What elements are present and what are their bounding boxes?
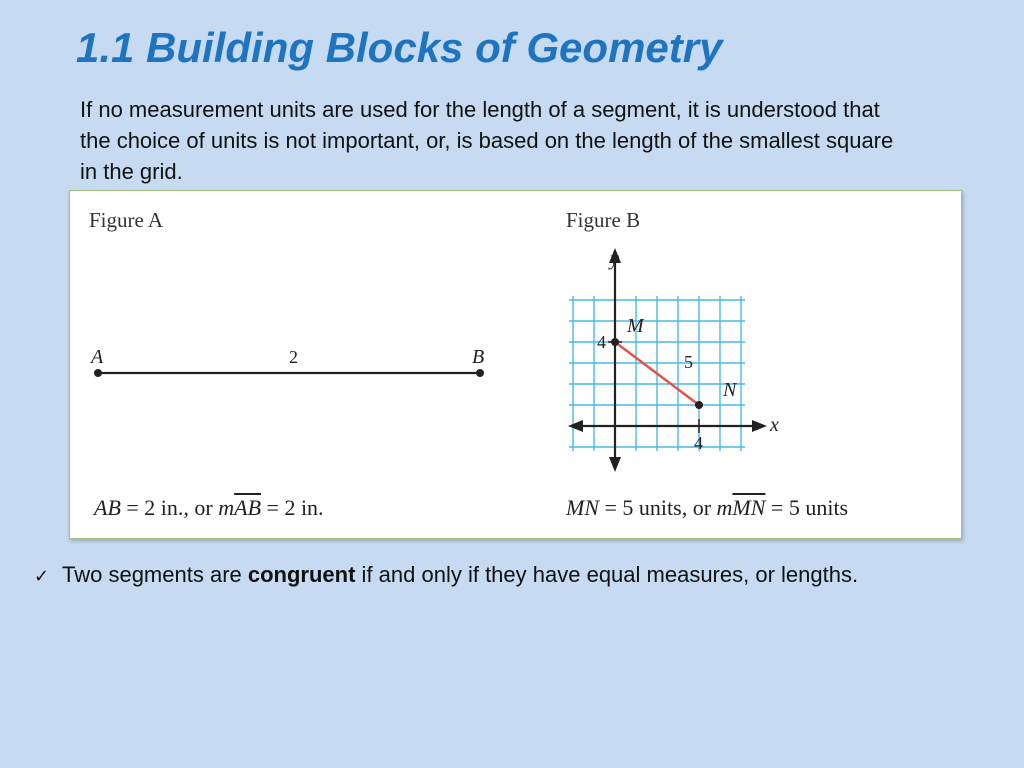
x-axis-arrow-left [568, 420, 583, 432]
y-axis-label: y [610, 248, 619, 270]
x-tick-label-4: 4 [694, 433, 703, 453]
eq-a-end: = 2 in. [261, 495, 324, 520]
point-n-label: N [723, 379, 737, 401]
segment-mn-length: 5 [684, 352, 693, 372]
point-b-dot [476, 369, 484, 377]
coordinate-axes [568, 248, 767, 472]
point-b-label: B [472, 346, 485, 368]
figure-drawing [70, 191, 961, 538]
bullet-text-end: if and only if they have equal measures, or lengths. [355, 562, 859, 587]
congruent-bullet [34, 562, 858, 588]
eq-b-mn-bar: $\overline{MN}$ [732, 495, 766, 520]
point-a-dot [94, 369, 102, 377]
intro-text: If no measurement units are used for the length of a segment, it is understood that the choice of units is not important, or, is based on the length of the smallest square in the grid. [80, 97, 894, 184]
eq-a-mid: = 2 in., or [120, 495, 219, 520]
check-icon: ✓ [34, 566, 50, 587]
eq-a-m: m [218, 495, 235, 520]
figure-a-equation [94, 495, 324, 521]
figure-panel [69, 190, 962, 539]
eq-a-ab-bar: $\overline{AB}$ [234, 495, 262, 520]
figure-a-caption: Figure A [89, 208, 164, 232]
x-axis-arrow-right [752, 420, 767, 432]
slide-title: 1.1 Building Blocks of Geometry [76, 24, 723, 71]
y-tick-label-4: 4 [597, 332, 606, 352]
y-axis-arrow-down [609, 457, 621, 472]
eq-b-mn: MN [566, 495, 599, 520]
bullet-text-start: Two segments are [62, 562, 248, 587]
point-a-label: A [91, 346, 104, 368]
figure-b-equation [566, 495, 848, 521]
eq-a-ab: AB [94, 495, 121, 520]
point-n-dot [695, 401, 703, 409]
point-m-dot [611, 338, 619, 346]
figure-b-caption: Figure B [566, 208, 641, 232]
point-m-label: M [627, 315, 644, 337]
bullet-keyword: congruent [247, 562, 356, 587]
eq-b-end: = 5 units [765, 495, 849, 520]
x-axis-label: x [770, 414, 779, 436]
segment-ab-length: 2 [289, 347, 298, 367]
eq-b-mid: = 5 units, or [599, 495, 717, 520]
eq-b-m: m [716, 495, 733, 520]
